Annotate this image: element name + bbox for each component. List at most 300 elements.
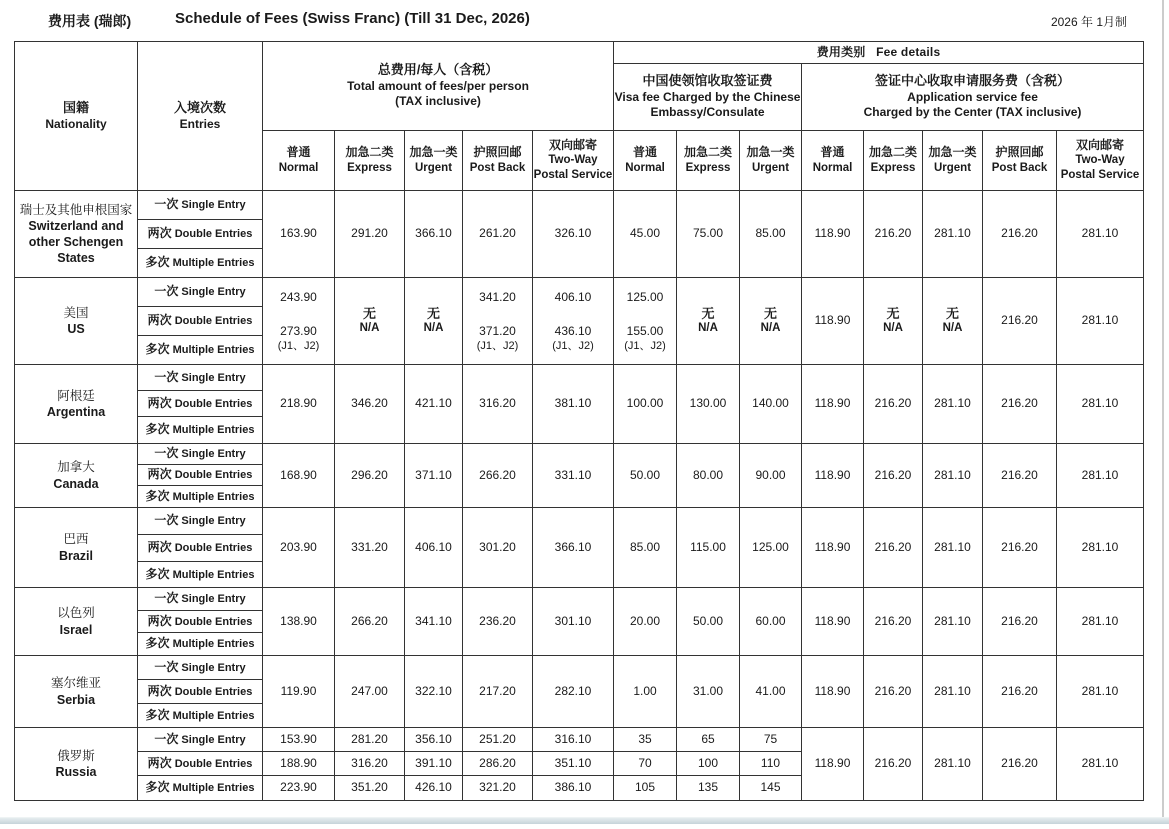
fee-cell: 118.90 <box>802 278 864 365</box>
fee-cell <box>864 278 923 365</box>
fee-value-standard: 125.00 <box>626 289 664 304</box>
document-header <box>0 0 1169 41</box>
fee-cell: 301.10 <box>533 588 614 656</box>
fee-cell: 50.00 <box>614 444 677 508</box>
fee-cell: 65 <box>677 728 740 752</box>
fee-stack <box>463 281 532 362</box>
header-label: Express <box>870 161 916 174</box>
fee-cell: 216.20 <box>864 191 923 278</box>
fee-cell: 115.00 <box>677 508 740 588</box>
nationality-name-cn: 阿根廷 <box>57 388 95 403</box>
fee-cell: 135 <box>677 776 740 801</box>
entries-cell <box>138 365 263 391</box>
fee-cell: 326.10 <box>533 191 614 278</box>
nationality-name-en: Canada <box>53 476 99 491</box>
fee-cell: 356.10 <box>405 728 463 752</box>
fee-cell <box>335 278 405 365</box>
fee-cell <box>533 278 614 365</box>
fee-cell <box>405 278 463 365</box>
entries-label-en: Double Entries <box>171 315 253 328</box>
entries-label-cn: 两次 <box>147 226 172 241</box>
fee-cell: 322.10 <box>405 656 463 728</box>
fee-cell: 218.90 <box>263 365 335 444</box>
fee-cell: 217.20 <box>463 656 533 728</box>
nationality-cell <box>15 588 138 656</box>
entries-label-en: Multiple Entries <box>169 568 255 581</box>
fee-cell: 100 <box>677 752 740 776</box>
fee-cell: 281.10 <box>923 444 983 508</box>
nationality-name-cn: 瑞士及其他申根国家 <box>19 202 133 217</box>
entries-label-cn: 一次 <box>154 659 179 674</box>
entries-label-cn: 一次 <box>154 731 179 746</box>
fee-value: 273.90 <box>280 324 317 339</box>
entries-label-en: Single Entry <box>178 515 246 528</box>
fee-cell: 366.10 <box>533 508 614 588</box>
fee-cell: 247.00 <box>335 656 405 728</box>
fee-value-special <box>624 324 666 352</box>
fee-cell: 216.20 <box>983 191 1057 278</box>
entries-label-cn: 两次 <box>147 540 172 555</box>
fee-cell: 140.00 <box>740 365 802 444</box>
header-label: Application service fee <box>907 89 1038 104</box>
not-applicable-en: N/A <box>942 321 963 334</box>
entries-label-en: Single Entry <box>178 199 246 212</box>
entries-label-en: Multiple Entries <box>169 344 255 357</box>
table-row <box>15 444 1144 465</box>
table-row <box>15 728 1144 752</box>
fee-cell: 223.90 <box>263 776 335 801</box>
entries-label-en: Multiple Entries <box>169 257 255 270</box>
nationality-name-en: Brazil <box>58 548 94 563</box>
not-applicable-cn: 无 <box>886 305 900 321</box>
fee-cell: 85.00 <box>614 508 677 588</box>
header-label: 普通 <box>632 145 657 160</box>
header-label: Urgent <box>751 161 790 174</box>
fee-cell: 281.20 <box>335 728 405 752</box>
fee-cell: 203.90 <box>263 508 335 588</box>
header-label: 加急一类 <box>746 145 795 160</box>
fee-cell: 118.90 <box>802 191 864 278</box>
col-header-total-two-way-postal-service <box>533 131 614 191</box>
fee-cell: 321.20 <box>463 776 533 801</box>
entries-label-cn: 两次 <box>147 755 172 770</box>
entries-label-cn: 一次 <box>154 591 179 606</box>
date-note: 2026 年 1月制 <box>1050 15 1127 29</box>
fee-cell: 153.90 <box>263 728 335 752</box>
fee-cell: 366.10 <box>405 191 463 278</box>
entries-cell <box>138 249 263 278</box>
fee-cell: 316.20 <box>335 752 405 776</box>
fee-cell: 316.10 <box>533 728 614 752</box>
fee-cell: 85.00 <box>740 191 802 278</box>
fee-cell: 100.00 <box>614 365 677 444</box>
page-title-english: Schedule of Fees (Swiss Franc) (Till 31 Dec, 2026) <box>175 10 530 27</box>
fee-cell: 296.20 <box>335 444 405 508</box>
entries-label-en: Double Entries <box>171 228 253 241</box>
col-header-center-express <box>864 131 923 191</box>
col-header-entries <box>138 42 263 191</box>
fee-cell: 281.10 <box>1057 728 1144 801</box>
fee-cell: 216.20 <box>983 365 1057 444</box>
fee-cell: 281.10 <box>1057 191 1144 278</box>
fee-cell: 216.20 <box>983 728 1057 801</box>
fee-cell: 80.00 <box>677 444 740 508</box>
header-label: 普通 <box>286 145 311 160</box>
nationality-name-cn: 塞尔维亚 <box>50 676 101 691</box>
header-label: Total amount of fees/per person <box>347 78 529 93</box>
fee-value-standard: 341.20 <box>479 289 516 304</box>
nationality-name-cn: 美国 <box>63 305 89 320</box>
fee-cell: 130.00 <box>677 365 740 444</box>
fee-cell: 236.20 <box>463 588 533 656</box>
fee-value-special <box>552 324 594 352</box>
header-label: 总费用/每人（含税） <box>377 61 499 77</box>
fee-cell: 110 <box>740 752 802 776</box>
col-header-embassy-express <box>677 131 740 191</box>
fee-cell: 381.10 <box>533 365 614 444</box>
fee-note: (J1、J2) <box>624 339 666 352</box>
fee-value: 371.20 <box>479 324 516 339</box>
fee-cell: 371.10 <box>405 444 463 508</box>
header-label: 加急二类 <box>868 145 917 160</box>
entries-cell <box>138 680 263 704</box>
fee-cell: 261.20 <box>463 191 533 278</box>
nationality-cell <box>15 365 138 444</box>
nationality-cell <box>15 656 138 728</box>
nationality-name-en: Argentina <box>46 405 106 419</box>
entries-cell <box>138 633 263 656</box>
header-label: (TAX inclusive) <box>395 94 481 109</box>
entries-label-cn: 多次 <box>145 422 170 437</box>
entries-label-en: Single Entry <box>178 593 246 606</box>
header-label: Normal <box>812 161 853 174</box>
fee-cell <box>677 278 740 365</box>
entries-cell <box>138 465 263 486</box>
col-header-total-fees <box>263 42 614 131</box>
header-label: 入境次数 <box>173 99 226 115</box>
header-label: 双向邮寄 <box>1076 137 1125 152</box>
fee-cell: 35 <box>614 728 677 752</box>
entries-label-cn: 一次 <box>154 284 179 299</box>
not-applicable-cn: 无 <box>701 305 715 321</box>
header-row-fee-details <box>15 42 1144 64</box>
not-applicable-en: N/A <box>359 321 380 334</box>
fee-cell: 105 <box>614 776 677 801</box>
nationality-cell <box>15 444 138 508</box>
fee-cell: 286.20 <box>463 752 533 776</box>
fee-cell: 426.10 <box>405 776 463 801</box>
entries-cell <box>138 444 263 465</box>
table-row <box>15 278 1144 307</box>
fee-cell: 75 <box>740 728 802 752</box>
entries-label-en: Double Entries <box>171 615 253 628</box>
window-right-edge <box>1162 0 1164 817</box>
header-label: Normal <box>278 161 319 174</box>
fee-cell: 266.20 <box>463 444 533 508</box>
fee-cell: 216.20 <box>864 656 923 728</box>
entries-cell <box>138 656 263 680</box>
header-label: 加急一类 <box>409 145 458 160</box>
entries-label-en: Double Entries <box>171 757 253 770</box>
entries-cell <box>138 611 263 633</box>
fee-cell: 216.20 <box>864 365 923 444</box>
header-label: Urgent <box>414 161 453 174</box>
fee-cell: 216.20 <box>983 656 1057 728</box>
header-label: Post Back <box>991 161 1048 174</box>
entries-label-cn: 两次 <box>147 683 172 698</box>
col-header-embassy-fee <box>614 64 802 131</box>
fee-cell: 406.10 <box>405 508 463 588</box>
entries-cell <box>138 307 263 336</box>
nationality-cell <box>15 278 138 365</box>
fee-cell: 281.10 <box>923 728 983 801</box>
entries-label-cn: 两次 <box>147 395 172 410</box>
entries-label-en: Multiple Entries <box>169 638 255 651</box>
header-label: 护照回邮 <box>995 145 1044 160</box>
fee-cell: 138.90 <box>263 588 335 656</box>
entries-cell <box>138 391 263 417</box>
col-header-center-two-way-postal-service <box>1057 131 1144 191</box>
entries-label-en: Double Entries <box>171 685 253 698</box>
entries-cell <box>138 417 263 444</box>
fee-cell: 281.10 <box>923 365 983 444</box>
header-label: Nationality <box>45 116 107 131</box>
col-header-center-service-fee <box>802 64 1144 131</box>
fee-cell: 282.10 <box>533 656 614 728</box>
header-label: 签证中心收取申请服务费（含税） <box>875 72 1071 88</box>
col-header-total-urgent <box>405 131 463 191</box>
nationality-name-cn: 巴西 <box>63 532 89 547</box>
fee-cell: 266.20 <box>335 588 405 656</box>
entries-label-cn: 多次 <box>145 780 170 795</box>
table-row <box>15 365 1144 391</box>
entries-cell <box>138 776 263 801</box>
fee-cell: 216.20 <box>983 508 1057 588</box>
fee-cell: 118.90 <box>802 508 864 588</box>
fee-cell: 291.20 <box>335 191 405 278</box>
nationality-name-cn: 加拿大 <box>57 460 95 475</box>
entries-label-en: Single Entry <box>178 371 246 384</box>
nationality-name-en: Serbia <box>56 692 96 707</box>
fee-cell: 118.90 <box>802 728 864 801</box>
fee-cell: 281.10 <box>1057 365 1144 444</box>
entries-cell <box>138 535 263 562</box>
not-applicable-cn: 无 <box>426 305 440 321</box>
entries-label-cn: 两次 <box>147 467 172 482</box>
entries-label-en: Multiple Entries <box>169 709 255 722</box>
nationality-cell <box>15 728 138 801</box>
fee-cell: 75.00 <box>677 191 740 278</box>
col-header-total-post-back <box>463 131 533 191</box>
bottom-scrollbar-track[interactable] <box>0 817 1169 824</box>
not-applicable-cn: 无 <box>763 305 777 321</box>
fee-cell: 316.20 <box>463 365 533 444</box>
header-label: Normal <box>625 161 665 174</box>
fee-cell: 281.10 <box>923 508 983 588</box>
fee-note: (J1、J2) <box>476 339 519 352</box>
fee-cell: 168.90 <box>263 444 335 508</box>
entries-label-en: Single Entry <box>178 733 246 746</box>
fee-cell: 281.10 <box>1057 508 1144 588</box>
table-row <box>15 588 1144 611</box>
header-label: Urgent <box>933 161 972 174</box>
fee-cell: 346.20 <box>335 365 405 444</box>
entries-label-cn: 一次 <box>154 446 179 461</box>
fee-cell: 351.10 <box>533 752 614 776</box>
fee-cell: 391.10 <box>405 752 463 776</box>
page-title-chinese: 费用表 (瑞郎) <box>48 13 132 29</box>
nationality-name-en: US <box>67 322 85 336</box>
col-header-center-normal <box>802 131 864 191</box>
nationality-name-en: Israel <box>59 622 93 637</box>
fee-cell: 281.10 <box>923 656 983 728</box>
not-applicable-en: N/A <box>760 321 781 334</box>
fee-cell <box>923 278 983 365</box>
fee-cell: 281.10 <box>1057 278 1144 365</box>
fee-cell: 301.20 <box>463 508 533 588</box>
not-applicable-cn: 无 <box>945 305 959 321</box>
fee-cell: 216.20 <box>983 278 1057 365</box>
entries-label-cn: 一次 <box>154 513 179 528</box>
fee-cell: 216.20 <box>983 588 1057 656</box>
header-label: Visa fee Charged by the Chinese <box>614 89 801 104</box>
entries-label-en: Multiple Entries <box>169 490 255 503</box>
col-header-center-urgent <box>923 131 983 191</box>
col-header-fee-details-group <box>614 42 1144 64</box>
header-label: 护照回邮 <box>473 145 522 160</box>
entries-label-cn: 多次 <box>145 707 170 722</box>
not-applicable-en: N/A <box>423 321 444 334</box>
fee-stack <box>263 281 334 362</box>
fee-cell: 188.90 <box>263 752 335 776</box>
fee-cell: 351.20 <box>335 776 405 801</box>
nationality-cell <box>15 508 138 588</box>
fee-cell: 216.20 <box>864 728 923 801</box>
fee-cell: 1.00 <box>614 656 677 728</box>
fee-note: (J1、J2) <box>277 339 320 352</box>
header-label: 中国使领馆收取签证费 <box>642 72 773 88</box>
entries-cell <box>138 486 263 508</box>
col-header-embassy-normal <box>614 131 677 191</box>
header-label: 加急一类 <box>928 145 977 160</box>
fee-cell: 341.10 <box>405 588 463 656</box>
fee-cell: 163.90 <box>263 191 335 278</box>
fee-cell: 281.10 <box>923 588 983 656</box>
fee-cell: 50.00 <box>677 588 740 656</box>
col-header-total-normal <box>263 131 335 191</box>
entries-label-en: Multiple Entries <box>169 782 255 795</box>
fee-cell: 119.90 <box>263 656 335 728</box>
entries-label-cn: 多次 <box>145 566 170 581</box>
header-label: Fee details <box>876 44 941 59</box>
fee-cell: 421.10 <box>405 365 463 444</box>
fees-table <box>14 41 1144 801</box>
entries-cell <box>138 191 263 220</box>
fee-value-standard: 243.90 <box>280 289 317 304</box>
fee-cell: 216.20 <box>864 444 923 508</box>
fee-cell: 145 <box>740 776 802 801</box>
entries-label-en: Multiple Entries <box>169 424 255 437</box>
entries-cell <box>138 752 263 776</box>
header-label: 加急二类 <box>683 145 732 160</box>
fee-value: 436.10 <box>554 324 592 339</box>
fee-cell: 31.00 <box>677 656 740 728</box>
header-label: 国籍 <box>62 99 89 115</box>
fee-cell: 125.00 <box>740 508 802 588</box>
entries-label-cn: 一次 <box>154 197 179 212</box>
header-label: Two-Way Postal Service <box>1060 154 1140 182</box>
fee-note: (J1、J2) <box>552 339 594 352</box>
fee-cell: 60.00 <box>740 588 802 656</box>
not-applicable-en: N/A <box>698 321 718 334</box>
entries-label-en: Single Entry <box>178 661 246 674</box>
header-label: Embassy/Consulate <box>650 105 765 120</box>
fee-value-special <box>477 324 519 352</box>
entries-cell <box>138 728 263 752</box>
entries-label-cn: 两次 <box>147 313 172 328</box>
entries-label-en: Single Entry <box>178 286 246 299</box>
table-row <box>15 508 1144 535</box>
entries-label-cn: 多次 <box>145 636 170 651</box>
nationality-name-en: Russia <box>55 765 97 779</box>
entries-label-cn: 两次 <box>147 613 172 628</box>
fee-cell <box>263 278 335 365</box>
fee-value-special <box>278 324 320 352</box>
fee-cell: 41.00 <box>740 656 802 728</box>
col-header-nationality <box>15 42 138 191</box>
header-label: Express <box>685 161 731 174</box>
fee-cell: 45.00 <box>614 191 677 278</box>
entries-label-en: Double Entries <box>171 397 253 410</box>
fee-cell <box>614 278 677 365</box>
header-label: 费用类别 <box>816 44 866 59</box>
fee-cell: 281.10 <box>1057 656 1144 728</box>
nationality-name-en: Switzerland and other Schengen States <box>28 218 124 266</box>
col-header-center-post-back <box>983 131 1057 191</box>
fee-value: 155.00 <box>626 324 664 339</box>
entries-label-cn: 多次 <box>145 342 170 357</box>
entries-cell <box>138 278 263 307</box>
header-label: Charged by the Center (TAX inclusive) <box>863 105 1082 120</box>
fee-cell: 331.10 <box>533 444 614 508</box>
header-label: 普通 <box>820 145 845 160</box>
header-label: Post Back <box>469 161 526 174</box>
entries-label-en: Single Entry <box>178 448 246 461</box>
header-label: Express <box>347 161 392 174</box>
col-header-total-express <box>335 131 405 191</box>
entries-cell <box>138 508 263 535</box>
entries-cell <box>138 704 263 728</box>
fee-cell: 216.20 <box>864 588 923 656</box>
fee-cell: 281.10 <box>1057 444 1144 508</box>
fee-cell: 118.90 <box>802 656 864 728</box>
nationality-name-cn: 以色列 <box>57 606 95 621</box>
fee-stack <box>533 281 613 362</box>
table-row <box>15 656 1144 680</box>
fee-cell <box>463 278 533 365</box>
fee-cell <box>740 278 802 365</box>
header-label: Two-Way Postal Service <box>533 154 613 182</box>
fee-cell: 386.10 <box>533 776 614 801</box>
col-header-embassy-urgent <box>740 131 802 191</box>
entries-label-cn: 多次 <box>145 488 170 503</box>
header-label: 双向邮寄 <box>548 137 597 152</box>
fee-cell: 216.20 <box>864 508 923 588</box>
not-applicable-en: N/A <box>883 321 903 334</box>
fee-cell: 118.90 <box>802 365 864 444</box>
fee-value-standard: 406.10 <box>554 289 592 304</box>
fee-cell: 20.00 <box>614 588 677 656</box>
